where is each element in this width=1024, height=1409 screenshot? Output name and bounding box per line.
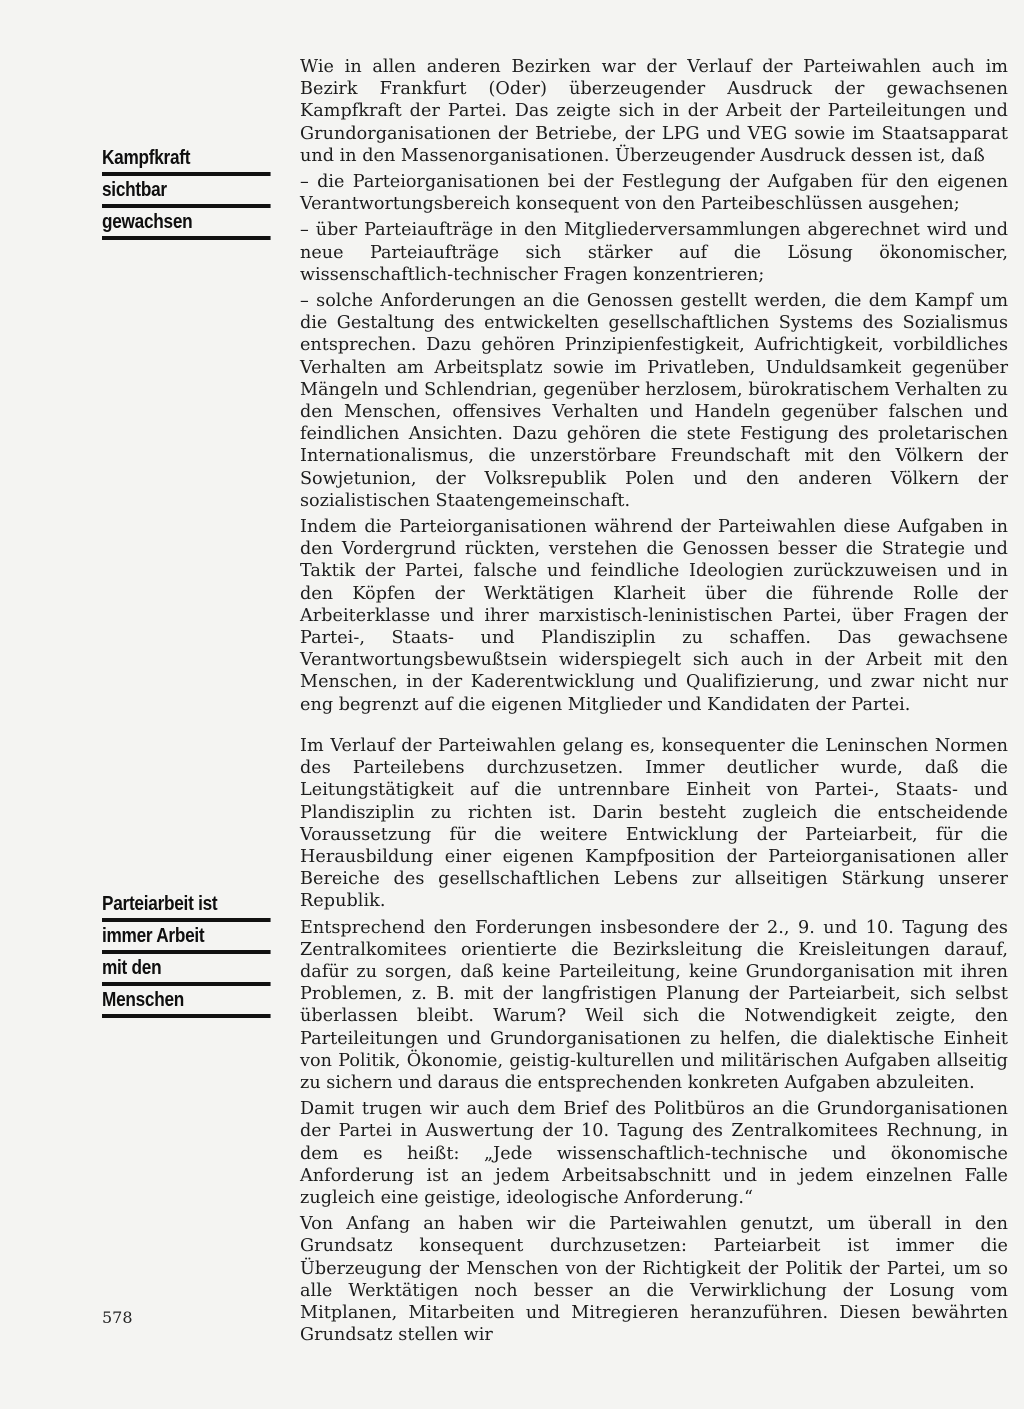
heading-line: immer Arbeit	[102, 922, 271, 954]
page-number: 578	[102, 1308, 133, 1327]
paragraph: Entsprechend den Forderungen insbesondere der 2., 9. und 10. Tagung des Zentralkomitees orientierte die Bezirksleitung die Kreisleitungen darauf, dafür zu sorgen, daß keine Parteileitung, keine Grundorganisation mit ihren Problemen, z. B. mit der langfristigen Planung der Parteiarbeit, sich selbst überlassen bleibt. Warum? Weil sich die Notwendigkeit zeigte, den Parteileitungen und Grundorganisationen zu helfen, die dialektische Einheit von Politik, Ökonomie, geistig-kulturellen und militärischen Aufgaben allseitig zu sichern und daraus die entsprechenden konkreten Aufgaben abzuleiten.	[300, 917, 1008, 1093]
paragraph: Von Anfang an haben wir die Parteiwahlen genutzt, um überall in den Grundsatz konsequent durchzusetzen: Parteiarbeit ist immer die Überzeugung der Menschen von der Richtigkeit der Politik der Partei, um so alle Werktätigen noch besser an die Verwirklichung der Losung vom Mitplanen, Mitarbeiten und Mitregieren heranzuführen. Diesen bewährten Grundsatz stellen wir	[300, 1214, 1008, 1346]
list-item-dash: – solche Anforderungen an die Genossen gestellt werden, die dem Kampf um die Gestaltung des entwickelten gesellschaftlichen Systems des Sozialismus entsprechen. Dazu gehören Prinzipienfestigkeit, Aufrichtigkeit, vorbildliches Verhalten am Arbeitsplatz sowie im Privatleben, Unduldsamkeit gegenüber Mängeln und Schlendrian, gegenüber herzlosem, bürokratischem Verhalten zu den Menschen, offensives Verhalten und Handeln gegenüber falschen und feindlichen Ansichten. Dazu gehören die stete Festigung des proletarischen Internationalismus, die unzerstörbare Freundschaft mit den Völkern der Sowjetunion, der Volksrepublik Polen und den anderen Völkern der sozialistischen Staatengemeinschaft.	[300, 291, 1008, 511]
heading-line: mit den	[102, 954, 271, 986]
heading-line: sichtbar	[102, 176, 271, 208]
heading-line: Parteiarbeit ist	[102, 890, 271, 922]
margin-heading-kampfkraft	[102, 144, 250, 240]
paragraph: Im Verlauf der Parteiwahlen gelang es, konsequenter die Leninschen Normen des Parteilebens durchzusetzen. Immer deutlicher wurde, daß die Leitungstätigkeit auf die untrennbare Einheit von Partei-, Staats- und Plandisziplin zu richten ist. Darin besteht zugleich die entscheidende Voraussetzung für die weitere Entwicklung der Parteiarbeit, für die Herausbildung einer eigenen Kampfposition der Parteiorganisationen aller Bereiche des gesellschaftlichen Lebens zur allseitigen Stärkung unserer Republik.	[300, 735, 1008, 912]
heading-line: Menschen	[102, 986, 271, 1018]
paragraph: Damit trugen wir auch dem Brief des Politbüros an die Grundorganisationen der Partei in Auswertung der 10. Tagung des Zentralkomitees Rechnung, in dem es heißt: „Jede wissenschaftlich-technische und ökonomische Anforderung ist an jedem Arbeitsabschnitt und in jedem einzelnen Falle zugleich eine geistige, ideologische Anforderung.“	[300, 1099, 1008, 1208]
heading-line: gewachsen	[102, 208, 271, 240]
list-item-dash: – über Parteiaufträge in den Mitgliederversammlungen abgerechnet wird und neue Parteiaufträge sich stärker auf die Lösung ökonomischer, wissenschaftlich-technischer Fragen konzentrieren;	[300, 220, 1008, 285]
list-item-dash: – die Parteiorganisationen bei der Festlegung der Aufgaben für den eigenen Verantwortungsbereich konsequent von den Parteibeschlüssen ausgehen;	[300, 172, 1008, 215]
main-text-column	[300, 56, 1008, 1346]
heading-line: Kampfkraft	[102, 144, 271, 176]
margin-heading-parteiarbeit	[102, 890, 250, 1018]
paragraph-intro: Wie in allen anderen Bezirken war der Verlauf der Parteiwahlen auch im Bezirk Frankfurt (Oder) überzeugender Ausdruck der gewachsenen Kampfkraft der Partei. Das zeigte sich in der Arbeit der Parteileitungen und Grundorganisationen der Betriebe, der LPG und VEG sowie im Staatsapparat und in den Massenorganisationen. Überzeugender Ausdruck dessen ist, daß	[300, 57, 1008, 166]
paragraph: Indem die Parteiorganisationen während der Parteiwahlen diese Aufgaben in den Vordergrund rückten, verstehen die Genossen besser die Strategie und Taktik der Partei, falsche und feindliche Ideologien zurückzuweisen und in den Köpfen der Werktätigen Klarheit über die führende Rolle der Arbeiterklasse und ihrer marxistisch-leninistischen Partei, über Fragen der Partei-, Staats- und Plandisziplin zu schaffen. Das gewachsene Verantwortungsbewußtsein widerspiegelt sich auch in der Arbeit mit den Menschen, in der Kaderentwicklung und Qualifizierung, und zwar nicht nur eng begrenzt auf die eigenen Mitglieder und Kandidaten der Partei.	[300, 517, 1008, 715]
